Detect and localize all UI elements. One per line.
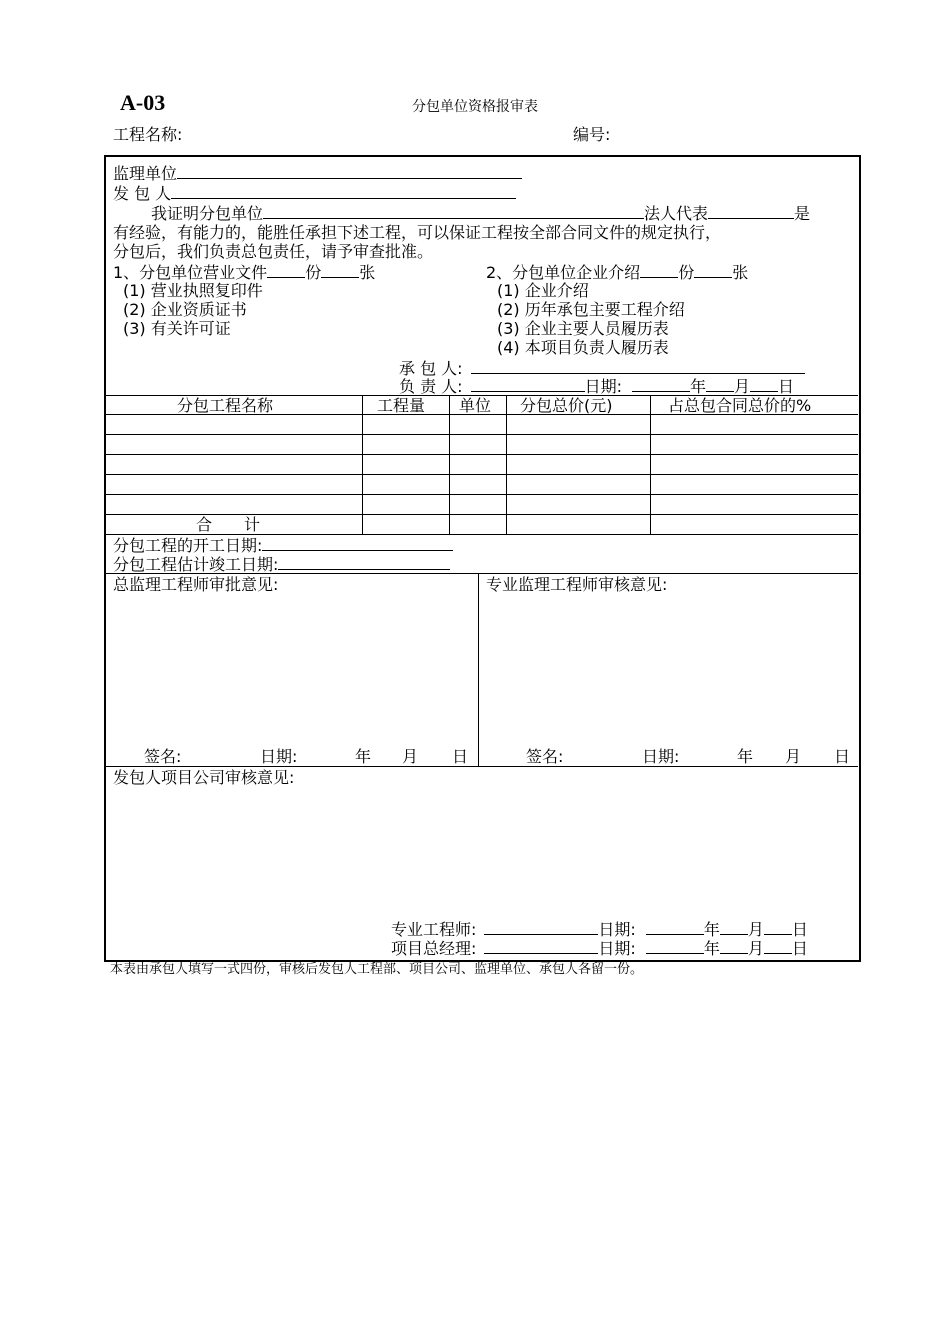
copies-unit: 份 (305, 263, 322, 282)
col-border (650, 395, 651, 534)
pm-label: 项目总经理: (391, 939, 477, 958)
row-border (105, 454, 858, 455)
supervisor-field[interactable] (177, 164, 522, 179)
col-header-quantity: 工程量 (377, 396, 426, 415)
row-border (105, 434, 858, 435)
left-item: (2) 企业资质证书 (123, 300, 247, 319)
start-date-row (113, 536, 453, 555)
day-field[interactable] (764, 939, 792, 954)
certify-prefix: 我证明分包单位 (151, 204, 264, 223)
chief-engineer-opinion-label: 总监理工程师审批意见: (113, 575, 279, 594)
sheets-unit: 张 (732, 263, 749, 282)
right-copies-field[interactable] (640, 263, 678, 278)
chief-month-label: 月 (402, 747, 419, 766)
subcontractor-field[interactable] (263, 204, 644, 219)
employer-label: 发 包 人 (113, 184, 172, 203)
start-date-label: 分包工程的开工日期: (113, 536, 263, 555)
year-field[interactable] (646, 939, 704, 954)
attachments-right-head-label: 2、分包单位企业介绍 (486, 263, 641, 282)
pm-sign-row (391, 939, 808, 958)
year-label: 年 (703, 939, 720, 958)
date-label: 日期: (598, 939, 636, 958)
opinion-divider (478, 573, 479, 766)
form-code: A-03 (120, 90, 166, 115)
pm-field[interactable] (484, 939, 598, 954)
engineer-field[interactable] (484, 920, 598, 935)
attachments-left-head-label: 1、分包单位营业文件 (113, 263, 268, 282)
certify-end: 是 (794, 204, 811, 223)
right-item: (2) 历年承包主要工程介绍 (497, 300, 685, 319)
col-border (506, 395, 507, 534)
right-item: (1) 企业介绍 (497, 281, 589, 300)
total-label: 合 计 (196, 515, 261, 534)
employer-row (113, 184, 516, 203)
day-field[interactable] (764, 920, 792, 935)
project-name-label: 工程名称: (113, 125, 183, 144)
sheets-unit: 张 (359, 263, 376, 282)
footer-note: 本表由承包人填写一式四份，审核后发包人工程部、项目公司、监理单位、承包人各留一份。 (110, 962, 644, 977)
start-date-field[interactable] (262, 536, 453, 551)
month-field[interactable] (720, 939, 748, 954)
attachments-right-head (486, 263, 748, 282)
row-border (105, 474, 858, 475)
specialist-year-label: 年 (737, 747, 754, 766)
date-label: 日期: (584, 377, 622, 396)
opinion-top-border (105, 573, 858, 574)
col-border (449, 395, 450, 534)
contractor-field[interactable] (471, 359, 805, 374)
certify-row (151, 204, 810, 223)
month-label: 月 (734, 377, 751, 396)
year-label: 年 (689, 377, 706, 396)
form-title: 分包单位资格报审表 (412, 99, 538, 115)
col-header-percent: 占总包合同总价的% (668, 396, 812, 415)
chief-year-label: 年 (355, 747, 372, 766)
chief-date-label: 日期: (260, 747, 298, 766)
month-label: 月 (747, 939, 764, 958)
month-field[interactable] (706, 377, 734, 392)
certify-line-2: 有经验，有能力的，能胜任承担下述工程，可以保证工程按全部合同文件的规定执行， (113, 223, 722, 242)
responsible-field[interactable] (471, 377, 585, 392)
day-label: 日 (791, 920, 808, 939)
month-label: 月 (747, 920, 764, 939)
date-label: 日期: (598, 920, 636, 939)
col-header-price: 分包总价(元) (520, 396, 613, 415)
finish-date-field[interactable] (278, 555, 450, 570)
attachments-left-head (113, 263, 375, 282)
row-border (105, 494, 858, 495)
number-label: 编号: (573, 125, 611, 144)
left-copies-field[interactable] (267, 263, 305, 278)
specialist-date-label: 日期: (642, 747, 680, 766)
table-bottom-border (105, 534, 858, 535)
right-item: (3) 企业主要人员履历表 (497, 319, 669, 338)
year-field[interactable] (632, 377, 690, 392)
contractor-label: 承 包 人: (399, 359, 463, 378)
day-field[interactable] (750, 377, 778, 392)
contractor-row (399, 359, 805, 378)
employer-opinion-label: 发包人项目公司审核意见: (113, 768, 295, 787)
responsible-row (399, 377, 794, 396)
left-item: (3) 有关许可证 (123, 319, 231, 338)
specialist-sign-label: 签名: (526, 747, 564, 766)
year-label: 年 (703, 920, 720, 939)
day-label: 日 (778, 377, 795, 396)
responsible-label: 负 责 人: (399, 377, 463, 396)
day-label: 日 (791, 939, 808, 958)
specialist-day-label: 日 (834, 747, 851, 766)
certify-line-3: 分包后，我们负责总包责任，请予审查批准。 (113, 242, 434, 261)
supervisor-label: 监理单位 (113, 164, 178, 183)
opinion-bottom-border (105, 766, 858, 767)
chief-sign-label: 签名: (144, 747, 182, 766)
right-sheets-field[interactable] (694, 263, 732, 278)
col-header-name: 分包工程名称 (177, 396, 274, 415)
left-sheets-field[interactable] (321, 263, 359, 278)
finish-date-row (113, 555, 450, 574)
legal-rep-label: 法人代表 (644, 204, 709, 223)
month-field[interactable] (720, 920, 748, 935)
specialist-month-label: 月 (785, 747, 802, 766)
copies-unit: 份 (678, 263, 695, 282)
engineer-label: 专业工程师: (391, 920, 477, 939)
finish-date-label: 分包工程估计竣工日期: (113, 555, 279, 574)
engineer-sign-row (391, 920, 808, 939)
specialist-engineer-opinion-label: 专业监理工程师审核意见: (486, 575, 668, 594)
col-border (362, 395, 363, 534)
supervisor-row (113, 164, 522, 183)
col-header-unit: 单位 (459, 396, 492, 415)
right-item: (4) 本项目负责人履历表 (497, 338, 669, 357)
employer-field[interactable] (171, 184, 516, 199)
chief-day-label: 日 (452, 747, 469, 766)
year-field[interactable] (646, 920, 704, 935)
legal-rep-field[interactable] (708, 204, 794, 219)
left-item: (1) 营业执照复印件 (123, 281, 263, 300)
